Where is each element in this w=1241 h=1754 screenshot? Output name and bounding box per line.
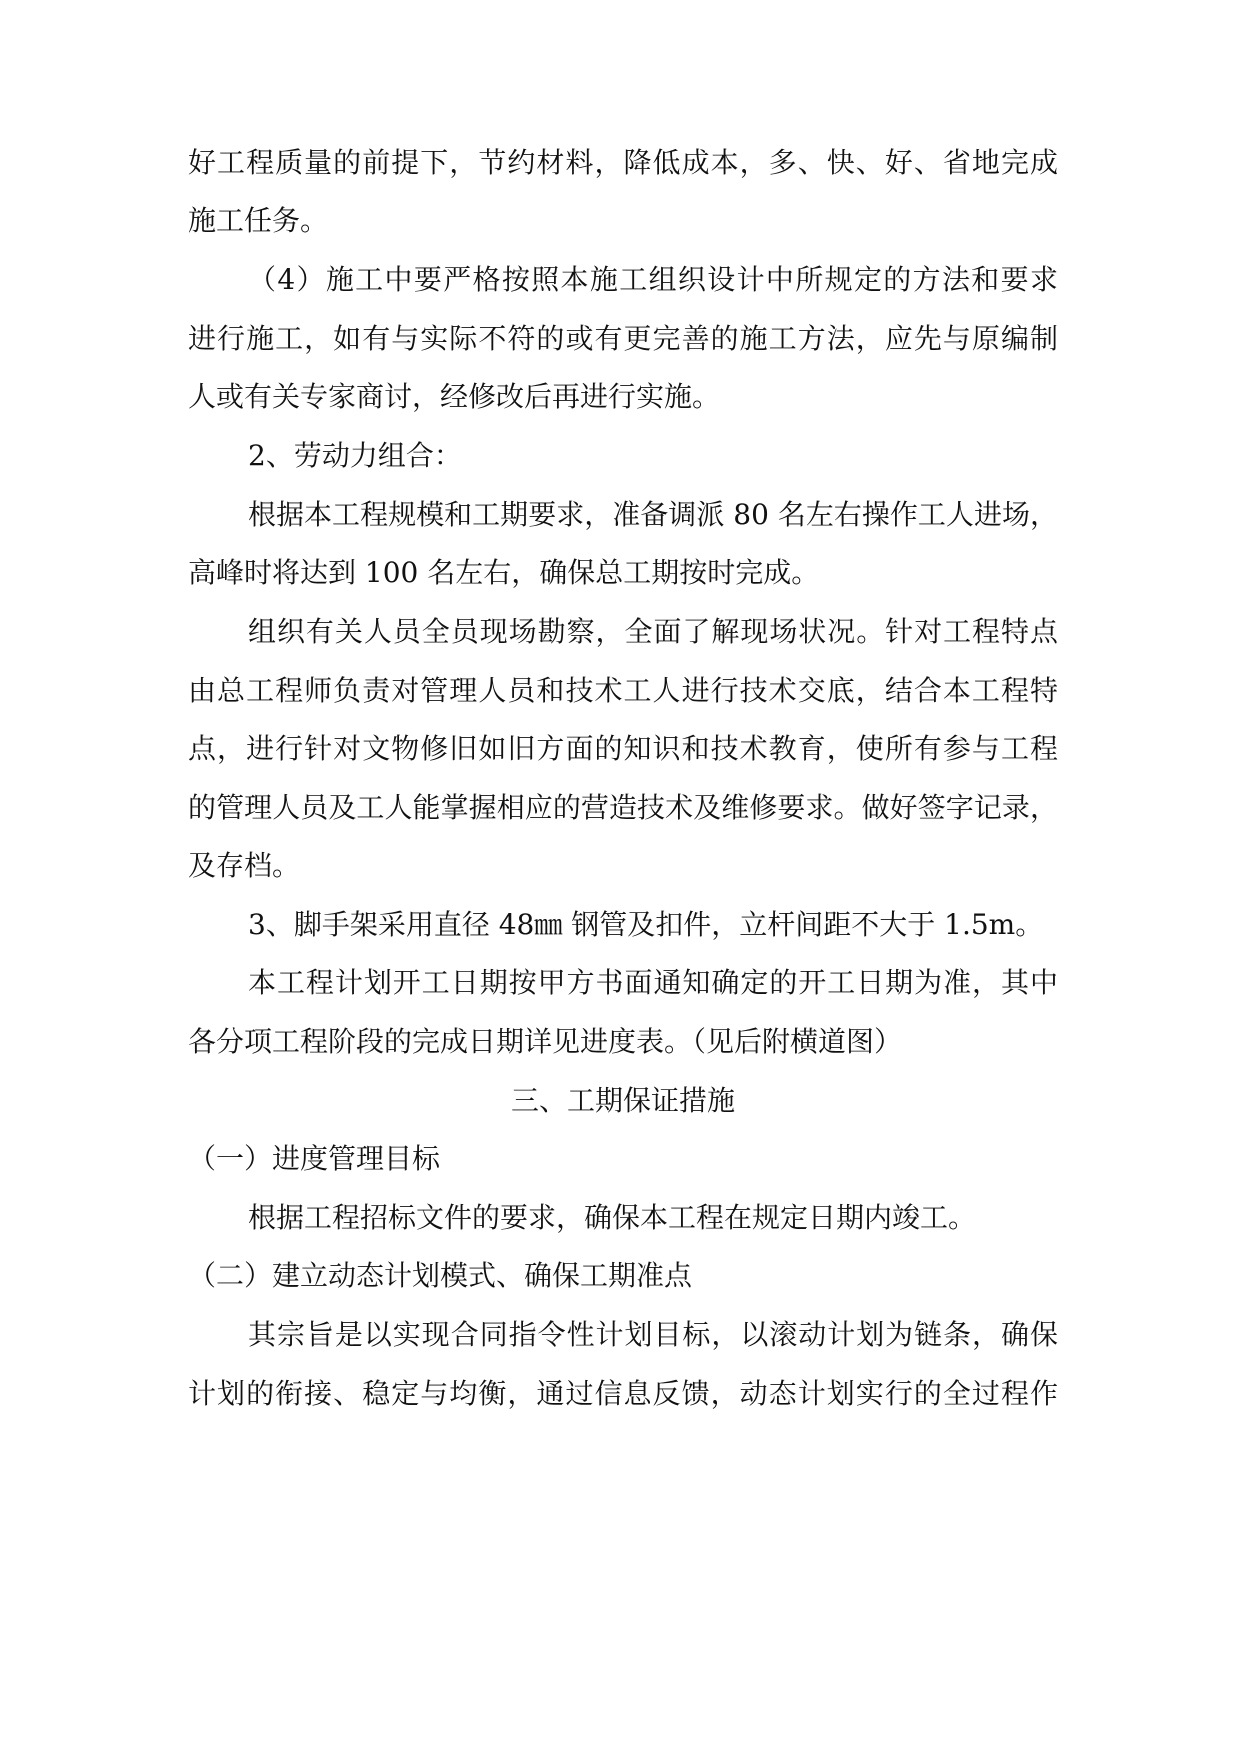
section-heading: 2、劳动力组合： [248, 439, 462, 472]
paragraph-line: 组织有关人员全员现场勘察，全面了解现场状况。针对工程特点 [248, 615, 1058, 648]
paragraph-line: 由总工程师负责对管理人员和技术工人进行技术交底，结合本工程特 [188, 674, 1058, 707]
subsection-heading: （二）建立动态计划模式、确保工期准点 [188, 1259, 693, 1292]
paragraph-line: 根据工程招标文件的要求，确保本工程在规定日期内竣工。 [248, 1201, 977, 1234]
paragraph-line: 及存档。 [188, 849, 301, 882]
paragraph-line: 的管理人员及工人能掌握相应的营造技术及维修要求。做好签字记录， [188, 791, 1058, 824]
paragraph-line: 好工程质量的前提下，节约材料，降低成本，多、快、好、省地完成 [188, 146, 1058, 179]
paragraph-line: 其宗旨是以实现合同指令性计划目标，以滚动计划为链条，确保 [248, 1318, 1058, 1351]
paragraph-line: （4）施工中要严格按照本施工组织设计中所规定的方法和要求 [248, 263, 1058, 296]
paragraph-line: 施工任务。 [188, 204, 329, 237]
paragraph-line: 进行施工，如有与实际不符的或有更完善的施工方法，应先与原编制 [188, 322, 1058, 355]
paragraph-line: 根据本工程规模和工期要求，准备调派 80 名左右操作工人进场， [248, 498, 1058, 531]
paragraph-line: 本工程计划开工日期按甲方书面通知确定的开工日期为准，其中 [248, 966, 1058, 999]
paragraph-line: 3、脚手架采用直径 48㎜ 钢管及扣件，立杆间距不大于 1.5m。 [248, 908, 1044, 941]
paragraph-line: 高峰时将达到 100 名左右，确保总工期按时完成。 [188, 556, 820, 589]
paragraph-line: 各分项工程阶段的完成日期详见进度表。（见后附横道图） [188, 1025, 903, 1058]
chapter-heading: 三、工期保证措施 [510, 1084, 735, 1117]
paragraph-line: 计划的衔接、稳定与均衡，通过信息反馈，动态计划实行的全过程作 [188, 1377, 1058, 1410]
paragraph-line: 点，进行针对文物修旧如旧方面的知识和技术教育，使所有参与工程 [188, 732, 1058, 765]
paragraph-line: 人或有关专家商讨，经修改后再进行实施。 [188, 380, 721, 413]
subsection-heading: （一）进度管理目标 [188, 1142, 441, 1175]
